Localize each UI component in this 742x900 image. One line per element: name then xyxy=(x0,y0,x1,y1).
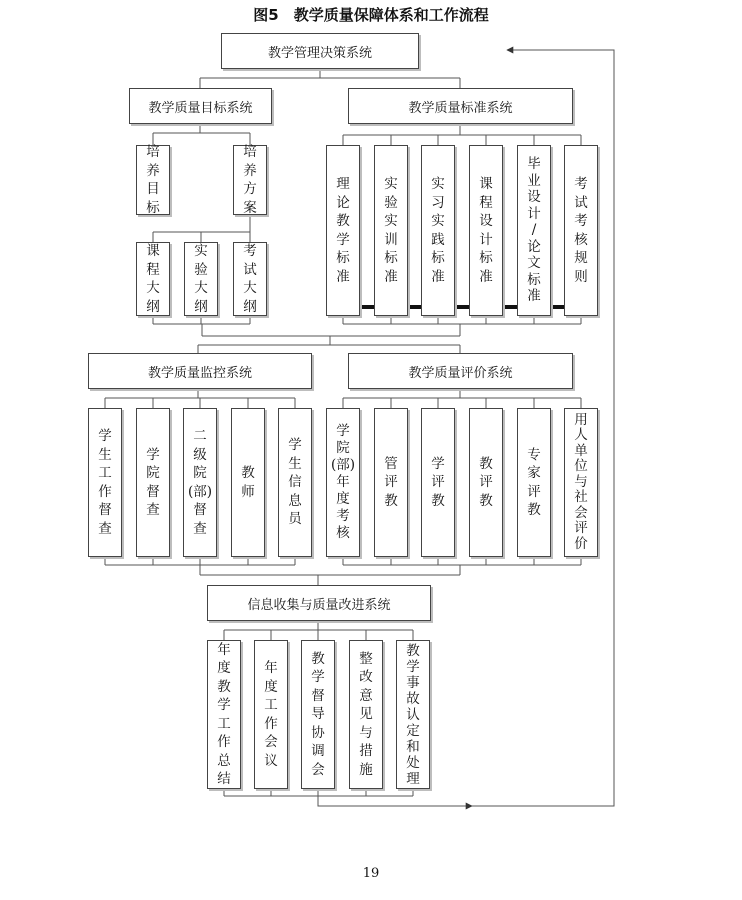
decision-system-label: 教学管理决策系统 xyxy=(267,45,372,61)
standard-item-course-design xyxy=(469,145,503,316)
target-system-label: 教学质量目标系统 xyxy=(148,100,253,116)
target-item-label: 课 程 大 纲 xyxy=(146,243,160,315)
figure-title: 图5 教学质量保障体系和工作流程 xyxy=(253,6,489,24)
evaluation-item-label: 教 评 教 xyxy=(479,455,493,509)
standard-item-internship xyxy=(421,145,455,316)
evaluation-system-label: 教学质量评价系统 xyxy=(408,365,513,381)
standard-item-label: 课 程 设 计 标 准 xyxy=(479,176,493,285)
improvement-item-rectification xyxy=(349,640,383,789)
evaluation-item-label: 专 家 评 教 xyxy=(527,446,541,518)
improvement-item-incident-handling xyxy=(396,640,430,789)
improvement-item-label: 教 学 督 导 协 调 会 xyxy=(311,650,325,778)
evaluation-item-admin xyxy=(374,408,408,557)
target-item-training-goal xyxy=(136,145,170,215)
standard-system-box xyxy=(348,88,573,124)
target-item-course-outline xyxy=(136,242,170,316)
evaluation-item-label: 学 评 教 xyxy=(431,455,445,509)
evaluation-item-peer xyxy=(469,408,503,557)
monitor-item-college xyxy=(136,408,170,557)
standard-item-exam-rules xyxy=(564,145,598,316)
monitor-item-secondary-college xyxy=(183,408,217,557)
monitor-item-student-work xyxy=(88,408,122,557)
standard-item-label: 实 验 实 训 标 准 xyxy=(384,176,398,285)
improvement-system-box xyxy=(207,585,431,621)
standard-item-label: 考 试 考 核 规 则 xyxy=(574,176,588,285)
monitor-item-label: 学 生 工 作 督 查 xyxy=(98,428,112,537)
monitor-item-student-informant xyxy=(278,408,312,557)
target-item-lab-outline xyxy=(184,242,218,316)
target-item-label: 培 养 目 标 xyxy=(146,144,160,216)
target-system-box xyxy=(129,88,272,124)
improvement-item-annual-summary xyxy=(207,640,241,789)
monitor-item-label: 学 生 信 息 员 xyxy=(288,437,302,528)
monitor-item-label: 教 师 xyxy=(241,465,255,500)
monitor-item-teacher xyxy=(231,408,265,557)
standard-system-label: 教学质量标准系统 xyxy=(408,100,513,116)
target-item-exam-outline xyxy=(233,242,267,316)
evaluation-item-employer-society xyxy=(564,408,598,557)
page-number: 19 xyxy=(362,866,380,881)
evaluation-item-annual-review xyxy=(326,408,360,557)
standard-item-label: 理 论 教 学 标 准 xyxy=(336,176,350,285)
evaluation-item-label: 用 人 单 位 与 社 会 评 价 xyxy=(574,411,588,552)
target-item-label: 实 验 大 纲 xyxy=(194,243,208,315)
improvement-item-label: 整 改 意 见 与 措 施 xyxy=(359,650,373,778)
standard-item-thesis xyxy=(517,145,551,316)
target-item-label: 考 试 大 纲 xyxy=(243,243,257,315)
evaluation-item-student xyxy=(421,408,455,557)
evaluation-item-label: 学 院 (部) 年 度 考 核 xyxy=(330,423,356,541)
standard-item-theory xyxy=(326,145,360,316)
decision-system-box xyxy=(221,33,419,69)
improvement-item-label: 教 学 事 故 认 定 和 处 理 xyxy=(406,642,420,787)
evaluation-item-expert xyxy=(517,408,551,557)
evaluation-item-label: 管 评 教 xyxy=(384,455,398,509)
standard-item-lab-training xyxy=(374,145,408,316)
improvement-item-annual-meeting xyxy=(254,640,288,789)
evaluation-system-box xyxy=(348,353,573,389)
improvement-item-supervision-meeting xyxy=(301,640,335,789)
target-item-training-plan xyxy=(233,145,267,215)
monitor-item-label: 学 院 督 查 xyxy=(146,446,160,518)
target-item-label: 培 养 方 案 xyxy=(243,144,257,216)
monitor-system-box xyxy=(88,353,312,389)
monitor-item-label: 二 级 院 (部) 督 查 xyxy=(187,428,213,537)
standard-item-label: 实 习 实 践 标 准 xyxy=(431,176,445,285)
monitor-system-label: 教学质量监控系统 xyxy=(147,365,252,381)
improvement-item-label: 年 度 教 学 工 作 总 结 xyxy=(217,641,231,787)
standard-item-label: 毕 业 设 计 / 论 文 标 准 xyxy=(527,156,541,305)
improvement-system-label: 信息收集与质量改进系统 xyxy=(247,597,391,613)
improvement-item-label: 年 度 工 作 会 议 xyxy=(264,660,278,769)
